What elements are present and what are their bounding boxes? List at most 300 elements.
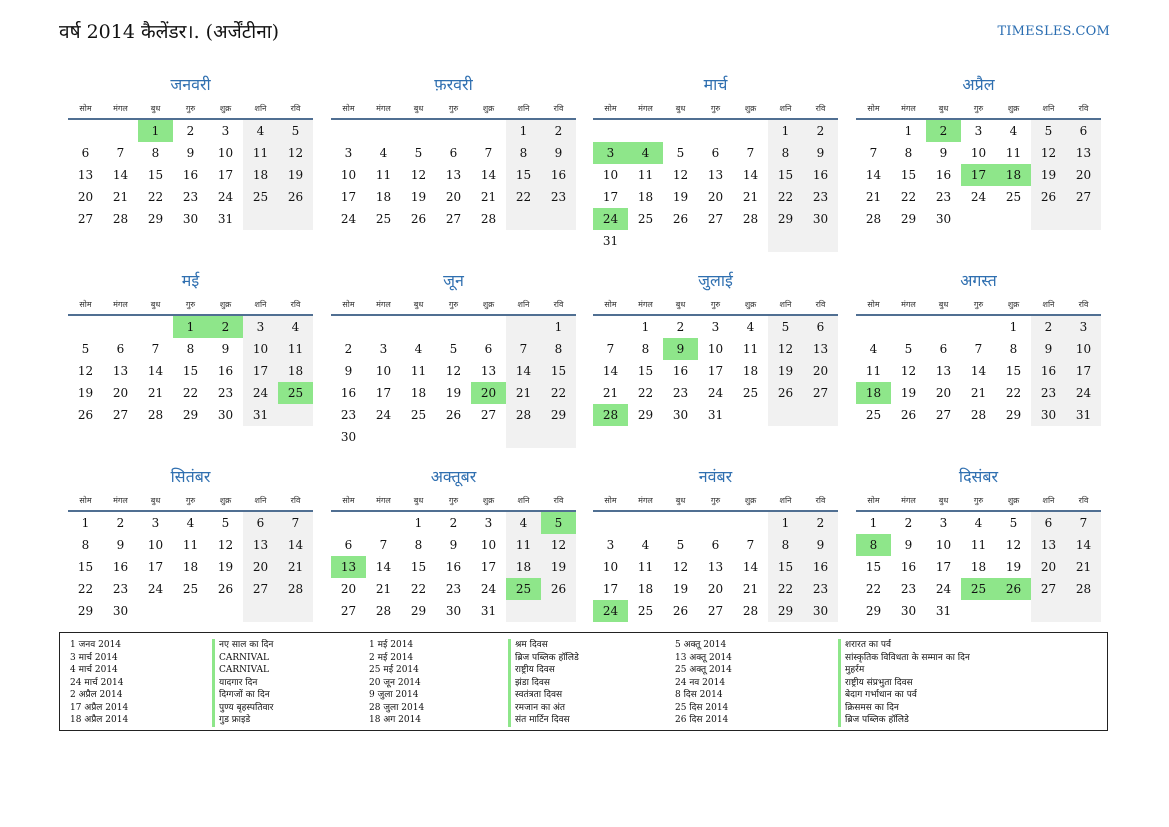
day-cell[interactable]: 23 [541,186,576,208]
day-cell[interactable]: 10 [243,338,278,360]
day-cell[interactable]: 1 [904,124,913,138]
day-cell[interactable]: 1 [81,516,90,530]
day-cell[interactable]: 6 [484,342,493,356]
day-cell[interactable]: 6 [711,538,720,552]
day-cell[interactable]: 30 [182,212,199,226]
day-cell[interactable]: 22 [1005,386,1022,400]
day-cell[interactable]: 29 [900,212,917,226]
day-cell[interactable]: 21 [112,190,129,204]
holiday-day-cell[interactable]: 20 [471,382,506,404]
day-cell[interactable]: 23 [445,582,462,596]
day-cell[interactable]: 19 [445,386,462,400]
day-cell[interactable]: 20 [243,556,278,578]
day-cell[interactable]: 13 [243,534,278,556]
day-cell[interactable]: 8 [414,538,423,552]
day-cell[interactable]: 9 [221,342,230,356]
day-cell[interactable]: 23 [217,386,234,400]
day-cell[interactable]: 19 [1005,560,1022,574]
day-cell[interactable]: 4 [186,516,195,530]
holiday-day-cell[interactable]: 13 [331,556,366,578]
day-cell[interactable]: 12 [900,364,917,378]
day-cell[interactable]: 27 [935,408,952,422]
day-cell[interactable]: 30 [803,600,838,622]
day-cell[interactable]: 20 [707,582,724,596]
day-cell[interactable]: 22 [77,582,94,596]
day-cell[interactable]: 12 [672,168,689,182]
day-cell[interactable]: 29 [865,604,882,618]
day-cell[interactable]: 25 [1005,190,1022,204]
day-cell[interactable]: 10 [602,168,619,182]
day-cell[interactable]: 23 [340,408,357,422]
day-cell[interactable]: 9 [1031,338,1066,360]
holiday-day-cell[interactable]: 4 [628,142,663,164]
holiday-day-cell[interactable]: 24 [593,208,628,230]
day-cell[interactable]: 12 [77,364,94,378]
day-cell[interactable]: 17 [602,582,619,596]
day-cell[interactable]: 10 [480,538,497,552]
day-cell[interactable]: 13 [935,364,952,378]
day-cell[interactable]: 31 [602,234,619,248]
holiday-day-cell[interactable]: 18 [996,164,1031,186]
day-cell[interactable]: 27 [1066,186,1101,208]
day-cell[interactable]: 7 [151,342,160,356]
site-brand-link[interactable]: TIMESLES.COM [997,24,1110,39]
day-cell[interactable]: 1 [506,120,541,142]
day-cell[interactable]: 7 [1066,512,1101,534]
day-cell[interactable]: 26 [410,212,427,226]
day-cell[interactable]: 19 [77,386,94,400]
day-cell[interactable]: 1 [1009,320,1018,334]
day-cell[interactable]: 16 [1031,360,1066,382]
holiday-day-cell[interactable]: 18 [856,382,891,404]
day-cell[interactable]: 29 [1005,408,1022,422]
day-cell[interactable]: 20 [1031,556,1066,578]
day-cell[interactable]: 4 [278,316,313,338]
day-cell[interactable]: 19 [900,386,917,400]
day-cell[interactable]: 17 [935,560,952,574]
day-cell[interactable]: 5 [278,120,313,142]
day-cell[interactable]: 29 [541,404,576,426]
day-cell[interactable]: 5 [904,342,913,356]
day-cell[interactable]: 17 [602,190,619,204]
day-cell[interactable]: 12 [672,560,689,574]
day-cell[interactable]: 14 [970,364,987,378]
day-cell[interactable]: 29 [637,408,654,422]
day-cell[interactable]: 16 [672,364,689,378]
day-cell[interactable]: 14 [480,168,497,182]
holiday-day-cell[interactable]: 25 [961,578,996,600]
day-cell[interactable]: 7 [278,512,313,534]
day-cell[interactable]: 22 [410,582,427,596]
day-cell[interactable]: 25 [375,212,392,226]
day-cell[interactable]: 20 [803,360,838,382]
day-cell[interactable]: 13 [1066,142,1101,164]
day-cell[interactable]: 26 [672,604,689,618]
day-cell[interactable]: 24 [340,212,357,226]
day-cell[interactable]: 24 [707,386,724,400]
day-cell[interactable]: 8 [506,142,541,164]
day-cell[interactable]: 31 [707,408,724,422]
day-cell[interactable]: 19 [541,556,576,578]
day-cell[interactable]: 25 [637,212,654,226]
day-cell[interactable]: 24 [480,582,497,596]
day-cell[interactable]: 13 [445,168,462,182]
day-cell[interactable]: 12 [768,338,803,360]
day-cell[interactable]: 25 [243,186,278,208]
day-cell[interactable]: 24 [935,582,952,596]
day-cell[interactable]: 15 [506,164,541,186]
day-cell[interactable]: 9 [803,142,838,164]
day-cell[interactable]: 21 [278,556,313,578]
day-cell[interactable]: 8 [151,146,160,160]
day-cell[interactable]: 30 [1031,404,1066,426]
day-cell[interactable]: 27 [112,408,129,422]
holiday-day-cell[interactable]: 26 [996,578,1031,600]
holiday-day-cell[interactable]: 24 [593,600,628,622]
day-cell[interactable]: 25 [410,408,427,422]
day-cell[interactable]: 7 [606,342,615,356]
day-cell[interactable]: 9 [344,364,353,378]
day-cell[interactable]: 11 [865,364,882,378]
day-cell[interactable]: 11 [637,168,654,182]
day-cell[interactable]: 11 [637,560,654,574]
day-cell[interactable]: 16 [803,556,838,578]
day-cell[interactable]: 14 [375,560,392,574]
day-cell[interactable]: 13 [803,338,838,360]
day-cell[interactable]: 18 [637,190,654,204]
day-cell[interactable]: 16 [182,168,199,182]
day-cell[interactable]: 23 [182,190,199,204]
day-cell[interactable]: 14 [506,360,541,382]
day-cell[interactable]: 10 [375,364,392,378]
day-cell[interactable]: 24 [375,408,392,422]
day-cell[interactable]: 20 [707,190,724,204]
day-cell[interactable]: 22 [865,582,882,596]
day-cell[interactable]: 3 [221,124,230,138]
day-cell[interactable]: 3 [1066,316,1101,338]
day-cell[interactable]: 30 [340,430,357,444]
day-cell[interactable]: 29 [768,208,803,230]
day-cell[interactable]: 28 [278,578,313,600]
day-cell[interactable]: 28 [970,408,987,422]
day-cell[interactable]: 8 [541,338,576,360]
day-cell[interactable]: 9 [449,538,458,552]
day-cell[interactable]: 24 [147,582,164,596]
day-cell[interactable]: 10 [147,538,164,552]
day-cell[interactable]: 2 [186,124,195,138]
day-cell[interactable]: 10 [217,146,234,160]
day-cell[interactable]: 15 [768,556,803,578]
day-cell[interactable]: 16 [445,560,462,574]
day-cell[interactable]: 18 [182,560,199,574]
day-cell[interactable]: 17 [707,364,724,378]
day-cell[interactable]: 4 [243,120,278,142]
day-cell[interactable]: 17 [340,190,357,204]
day-cell[interactable]: 7 [746,146,755,160]
day-cell[interactable]: 13 [707,168,724,182]
day-cell[interactable]: 3 [484,516,493,530]
day-cell[interactable]: 4 [379,146,388,160]
day-cell[interactable]: 17 [147,560,164,574]
holiday-day-cell[interactable]: 3 [593,142,628,164]
day-cell[interactable]: 21 [742,582,759,596]
day-cell[interactable]: 27 [1031,578,1066,600]
day-cell[interactable]: 15 [900,168,917,182]
holiday-day-cell[interactable]: 25 [506,578,541,600]
day-cell[interactable]: 22 [506,186,541,208]
day-cell[interactable]: 27 [707,604,724,618]
day-cell[interactable]: 15 [182,364,199,378]
holiday-day-cell[interactable]: 28 [593,404,628,426]
day-cell[interactable]: 26 [278,186,313,208]
day-cell[interactable]: 29 [182,408,199,422]
day-cell[interactable]: 19 [672,582,689,596]
day-cell[interactable]: 31 [1066,404,1101,426]
day-cell[interactable]: 2 [803,512,838,534]
day-cell[interactable]: 3 [974,124,983,138]
day-cell[interactable]: 6 [449,146,458,160]
day-cell[interactable]: 15 [77,560,94,574]
day-cell[interactable]: 20 [112,386,129,400]
day-cell[interactable]: 27 [445,212,462,226]
day-cell[interactable]: 7 [869,146,878,160]
day-cell[interactable]: 1 [414,516,423,530]
day-cell[interactable]: 2 [344,342,353,356]
day-cell[interactable]: 15 [1005,364,1022,378]
day-cell[interactable]: 30 [803,208,838,230]
day-cell[interactable]: 2 [541,120,576,142]
day-cell[interactable]: 4 [506,512,541,534]
day-cell[interactable]: 12 [410,168,427,182]
day-cell[interactable]: 10 [602,560,619,574]
day-cell[interactable]: 6 [1066,120,1101,142]
day-cell[interactable]: 5 [1009,516,1018,530]
day-cell[interactable]: 30 [935,212,952,226]
day-cell[interactable]: 28 [147,408,164,422]
day-cell[interactable]: 26 [900,408,917,422]
day-cell[interactable]: 11 [375,168,392,182]
day-cell[interactable]: 10 [970,146,987,160]
day-cell[interactable]: 13 [77,168,94,182]
day-cell[interactable]: 15 [410,560,427,574]
day-cell[interactable]: 17 [217,168,234,182]
day-cell[interactable]: 5 [768,316,803,338]
day-cell[interactable]: 21 [1066,556,1101,578]
day-cell[interactable]: 8 [1009,342,1018,356]
day-cell[interactable]: 28 [506,404,541,426]
day-cell[interactable]: 18 [742,364,759,378]
day-cell[interactable]: 19 [768,360,803,382]
day-cell[interactable]: 22 [900,190,917,204]
day-cell[interactable]: 23 [112,582,129,596]
day-cell[interactable]: 31 [480,604,497,618]
day-cell[interactable]: 16 [803,164,838,186]
day-cell[interactable]: 18 [410,386,427,400]
day-cell[interactable]: 20 [1066,164,1101,186]
day-cell[interactable]: 29 [768,600,803,622]
day-cell[interactable]: 4 [974,516,983,530]
day-cell[interactable]: 18 [637,582,654,596]
day-cell[interactable]: 18 [970,560,987,574]
day-cell[interactable]: 14 [1066,534,1101,556]
day-cell[interactable]: 14 [742,560,759,574]
holiday-day-cell[interactable]: 5 [541,512,576,534]
day-cell[interactable]: 28 [742,604,759,618]
day-cell[interactable]: 20 [77,190,94,204]
day-cell[interactable]: 5 [449,342,458,356]
day-cell[interactable]: 6 [243,512,278,534]
day-cell[interactable]: 16 [112,560,129,574]
day-cell[interactable]: 2 [1031,316,1066,338]
day-cell[interactable]: 22 [768,578,803,600]
holiday-day-cell[interactable]: 25 [278,382,313,404]
day-cell[interactable]: 28 [375,604,392,618]
day-cell[interactable]: 21 [742,190,759,204]
day-cell[interactable]: 3 [711,320,720,334]
day-cell[interactable]: 7 [484,146,493,160]
day-cell[interactable]: 12 [541,534,576,556]
day-cell[interactable]: 19 [410,190,427,204]
day-cell[interactable]: 17 [243,360,278,382]
day-cell[interactable]: 5 [414,146,423,160]
day-cell[interactable]: 22 [637,386,654,400]
day-cell[interactable]: 14 [865,168,882,182]
day-cell[interactable]: 13 [1031,534,1066,556]
day-cell[interactable]: 3 [243,316,278,338]
day-cell[interactable]: 6 [116,342,125,356]
day-cell[interactable]: 27 [803,382,838,404]
day-cell[interactable]: 30 [217,408,234,422]
holiday-day-cell[interactable]: 2 [208,316,243,338]
day-cell[interactable]: 1 [541,316,576,338]
day-cell[interactable]: 27 [77,212,94,226]
day-cell[interactable]: 5 [221,516,230,530]
day-cell[interactable]: 22 [541,382,576,404]
day-cell[interactable]: 6 [803,316,838,338]
day-cell[interactable]: 3 [379,342,388,356]
day-cell[interactable]: 21 [506,382,541,404]
day-cell[interactable]: 14 [278,534,313,556]
day-cell[interactable]: 7 [379,538,388,552]
day-cell[interactable]: 7 [974,342,983,356]
day-cell[interactable]: 29 [77,604,94,618]
day-cell[interactable]: 8 [904,146,913,160]
day-cell[interactable]: 18 [243,164,278,186]
day-cell[interactable]: 23 [803,578,838,600]
day-cell[interactable]: 21 [970,386,987,400]
day-cell[interactable]: 26 [768,382,803,404]
day-cell[interactable]: 16 [340,386,357,400]
day-cell[interactable]: 11 [182,538,199,552]
day-cell[interactable]: 9 [803,534,838,556]
day-cell[interactable]: 17 [1066,360,1101,382]
day-cell[interactable]: 16 [900,560,917,574]
day-cell[interactable]: 5 [676,146,685,160]
day-cell[interactable]: 12 [445,364,462,378]
day-cell[interactable]: 15 [541,360,576,382]
day-cell[interactable]: 4 [414,342,423,356]
day-cell[interactable]: 20 [935,386,952,400]
day-cell[interactable]: 10 [935,538,952,552]
day-cell[interactable]: 22 [182,386,199,400]
day-cell[interactable]: 2 [904,516,913,530]
day-cell[interactable]: 15 [147,168,164,182]
day-cell[interactable]: 16 [217,364,234,378]
day-cell[interactable]: 21 [480,190,497,204]
day-cell[interactable]: 11 [970,538,987,552]
day-cell[interactable]: 24 [970,190,987,204]
day-cell[interactable]: 3 [151,516,160,530]
day-cell[interactable]: 15 [865,560,882,574]
day-cell[interactable]: 12 [217,538,234,552]
holiday-day-cell[interactable]: 8 [856,534,891,556]
day-cell[interactable]: 26 [217,582,234,596]
day-cell[interactable]: 5 [676,538,685,552]
day-cell[interactable]: 26 [445,408,462,422]
day-cell[interactable]: 16 [541,164,576,186]
day-cell[interactable]: 26 [1031,186,1066,208]
day-cell[interactable]: 16 [935,168,952,182]
day-cell[interactable]: 12 [278,142,313,164]
day-cell[interactable]: 21 [602,386,619,400]
day-cell[interactable]: 7 [746,538,755,552]
day-cell[interactable]: 4 [746,320,755,334]
day-cell[interactable]: 8 [641,342,650,356]
day-cell[interactable]: 7 [116,146,125,160]
day-cell[interactable]: 30 [900,604,917,618]
day-cell[interactable]: 4 [641,538,650,552]
day-cell[interactable]: 11 [243,142,278,164]
day-cell[interactable]: 19 [278,164,313,186]
day-cell[interactable]: 11 [278,338,313,360]
day-cell[interactable]: 3 [606,538,615,552]
day-cell[interactable]: 30 [112,604,129,618]
day-cell[interactable]: 23 [900,582,917,596]
day-cell[interactable]: 19 [1031,164,1066,186]
day-cell[interactable]: 4 [869,342,878,356]
day-cell[interactable]: 24 [217,190,234,204]
day-cell[interactable]: 3 [939,516,948,530]
day-cell[interactable]: 12 [1005,538,1022,552]
holiday-day-cell[interactable]: 1 [138,120,173,142]
day-cell[interactable]: 9 [116,538,125,552]
day-cell[interactable]: 9 [541,142,576,164]
day-cell[interactable]: 21 [147,386,164,400]
day-cell[interactable]: 3 [344,146,353,160]
day-cell[interactable]: 15 [768,164,803,186]
day-cell[interactable]: 24 [1066,382,1101,404]
day-cell[interactable]: 21 [375,582,392,596]
day-cell[interactable]: 8 [186,342,195,356]
day-cell[interactable]: 8 [768,142,803,164]
day-cell[interactable]: 20 [445,190,462,204]
holiday-day-cell[interactable]: 1 [173,316,208,338]
day-cell[interactable]: 28 [480,212,497,226]
day-cell[interactable]: 30 [672,408,689,422]
day-cell[interactable]: 12 [1031,142,1066,164]
day-cell[interactable]: 1 [768,120,803,142]
day-cell[interactable]: 22 [147,190,164,204]
day-cell[interactable]: 31 [217,212,234,226]
day-cell[interactable]: 23 [803,186,838,208]
day-cell[interactable]: 25 [182,582,199,596]
day-cell[interactable]: 10 [1066,338,1101,360]
day-cell[interactable]: 9 [186,146,195,160]
day-cell[interactable]: 2 [803,120,838,142]
day-cell[interactable]: 19 [672,190,689,204]
day-cell[interactable]: 15 [637,364,654,378]
day-cell[interactable]: 14 [602,364,619,378]
